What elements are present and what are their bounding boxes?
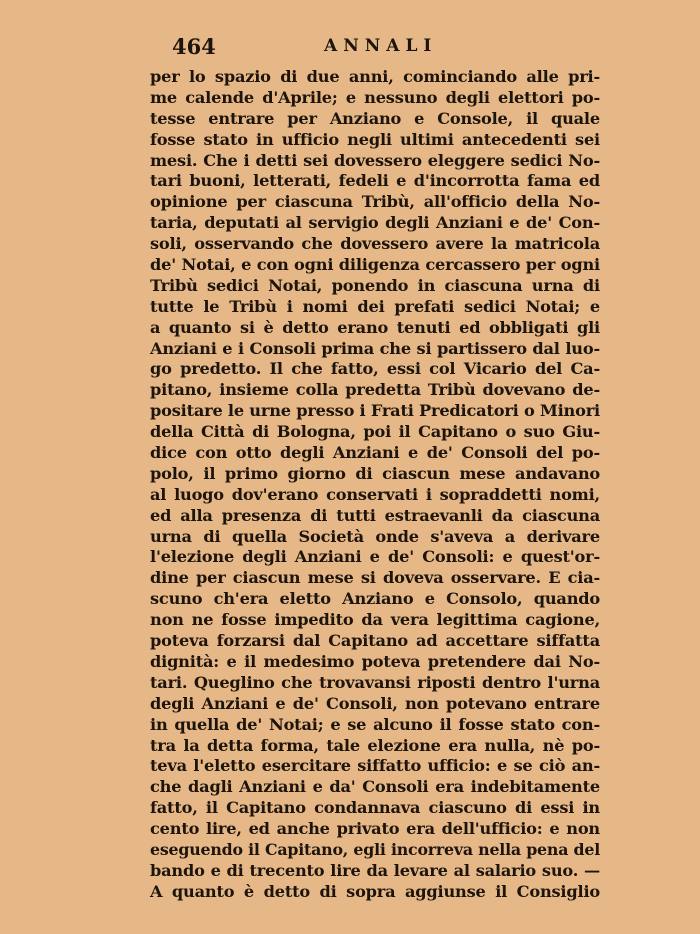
text-line: cento lire, ed anche privato era dell'ufficio: e non — [150, 819, 600, 839]
text-line: taria, deputati al servigio degli Anziani e de' Con- — [150, 213, 600, 233]
text-line: scuno ch'era eletto Anziano e Consolo, quando — [150, 589, 600, 609]
text-line: tesse entrare per Anziano e Console, il quale — [150, 108, 600, 128]
text-line: tutte le Tribù i nomi dei prefati sedici Notai; e — [150, 296, 600, 316]
text-line: soli, osservando che dovessero avere la matricola — [150, 234, 600, 254]
text-line: eseguendo il Capitano, egli incorreva nella pena del — [150, 839, 600, 859]
text-line: opinione per ciascuna Tribù, all'officio della No- — [150, 192, 600, 212]
text-line: A quanto è detto di sopra aggiunse il Consiglio — [150, 881, 600, 901]
text-line: non ne fosse impedito da vera legittima cagione, — [150, 610, 600, 630]
text-line: degli Anziani e de' Consoli, non potevano entrare — [150, 693, 600, 713]
text-line: me calende d'Aprile; e nessuno degli elettori po- — [150, 87, 600, 107]
text-line: che dagli Anziani e da' Consoli era indebitamente — [150, 777, 600, 797]
text-line: Anziani e i Consoli prima che si partissero dal luo- — [150, 338, 600, 358]
text-line: polo, il primo giorno di ciascun mese andavano — [150, 463, 600, 483]
text-line: al luogo dov'erano conservati i sopraddetti nomi, — [150, 484, 600, 504]
text-line: dignità: e il medesimo poteva pretendere dai No- — [150, 651, 600, 671]
text-line: bando e di trecento lire da levare al salario suo. — — [150, 860, 600, 880]
text-line: tra la detta forma, tale elezione era nulla, nè po- — [150, 735, 600, 755]
text-line: in quella de' Notai; e se alcuno il fosse stato con- — [150, 714, 600, 734]
text-line: fatto, il Capitano condannava ciascuno di essi in — [150, 798, 600, 818]
text-line: tari buoni, letterati, fedeli e d'incorrotta fama ed — [150, 171, 600, 191]
body-text — [150, 67, 600, 903]
text-line: tari. Queglino che trovavansi riposti dentro l'urna — [150, 672, 600, 692]
running-head: ANNALI — [324, 36, 438, 56]
text-line: urna di quella Società onde s'aveva a derivare — [150, 526, 600, 546]
text-line: ed alla presenza di tutti estraevanli da ciascuna — [150, 505, 600, 525]
text-line: dine per ciascun mese si doveva osservare. E cia- — [150, 568, 600, 588]
text-line: pitano, insieme colla predetta Tribù dovevano de- — [150, 380, 600, 400]
text-line: poteva forzarsi dal Capitano ad accettare siffatta — [150, 631, 600, 651]
page-number: 464 — [172, 34, 216, 59]
text-line: l'elezione degli Anziani e de' Consoli: e quest'or- — [150, 547, 600, 567]
text-line: dice con otto degli Anziani e de' Consoli del po- — [150, 443, 600, 463]
text-line: Tribù sedici Notai, ponendo in ciascuna urna di — [150, 275, 600, 295]
text-line: teva l'eletto esercitare siffatto ufficio: e se ciò an- — [150, 756, 600, 776]
text-line: per lo spazio di due anni, cominciando alle pri- — [150, 67, 600, 86]
text-line: go predetto. Il che fatto, essi col Vicario del Ca- — [150, 359, 600, 379]
text-line: fosse stato in ufficio negli ultimi antecedenti sei — [150, 129, 600, 149]
page-header — [172, 30, 612, 60]
text-line: positare le urne presso i Frati Predicatori o Minori — [150, 401, 600, 421]
text-line: mesi. Che i detti sei dovessero eleggere sedici No- — [150, 150, 600, 170]
text-line: de' Notai, e con ogni diligenza cercassero per ogni — [150, 255, 600, 275]
text-line: a quanto si è detto erano tenuti ed obbligati gli — [150, 317, 600, 337]
text-line: della Città di Bologna, poi il Capitano o suo Giu- — [150, 422, 600, 442]
